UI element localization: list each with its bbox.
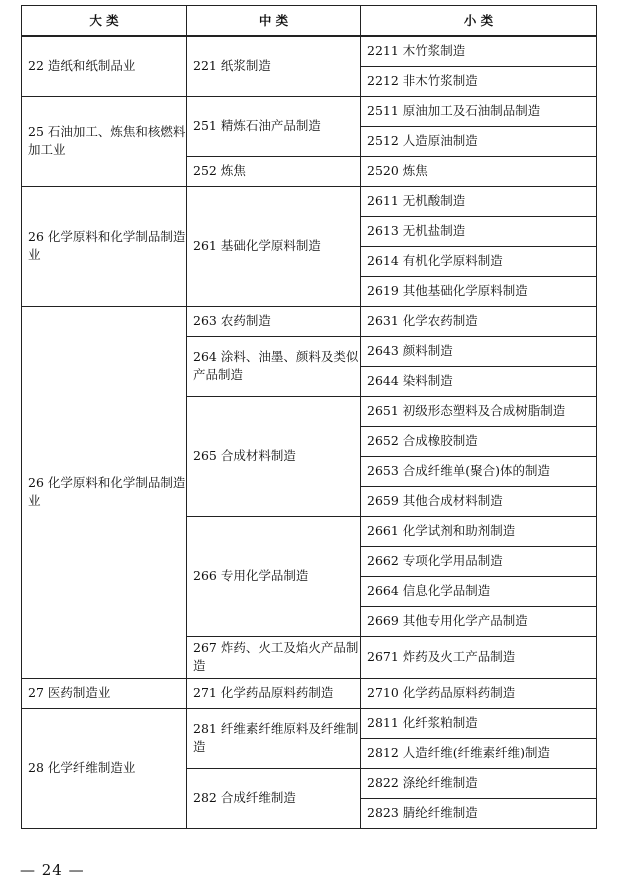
- minor-cell: 2811 化纤浆粕制造: [361, 708, 597, 738]
- minor-cell: 2661 化学试剂和助剂制造: [361, 516, 597, 546]
- minor-cell: 2613 无机盐制造: [361, 216, 597, 246]
- major-cell: 22 造纸和纸制品业: [22, 36, 187, 96]
- major-cell: 25 石油加工、炼焦和核燃料加工业: [22, 96, 187, 186]
- minor-cell: 2651 初级形态塑料及合成树脂制造: [361, 396, 597, 426]
- minor-cell: 2644 染料制造: [361, 366, 597, 396]
- major-cell: 27 医药制造业: [22, 678, 187, 708]
- minor-cell: 2664 信息化学品制造: [361, 576, 597, 606]
- minor-cell: 2512 人造原油制造: [361, 126, 597, 156]
- table-row: [22, 306, 597, 336]
- middle-cell: 267 炸药、火工及焰火产品制造: [187, 636, 361, 678]
- minor-cell: 2662 专项化学用品制造: [361, 546, 597, 576]
- minor-cell: 2671 炸药及火工产品制造: [361, 636, 597, 678]
- minor-cell: 2511 原油加工及石油制品制造: [361, 96, 597, 126]
- header-major: 大 类: [22, 6, 187, 37]
- middle-cell: 282 合成纤维制造: [187, 768, 361, 828]
- minor-cell: 2614 有机化学原料制造: [361, 246, 597, 276]
- minor-cell: 2211 木竹浆制造: [361, 36, 597, 66]
- table-header-row: [22, 6, 597, 37]
- minor-cell: 2631 化学农药制造: [361, 306, 597, 336]
- minor-cell: 2611 无机酸制造: [361, 186, 597, 216]
- minor-cell: 2653 合成纤维单(聚合)体的制造: [361, 456, 597, 486]
- table-row: [22, 96, 597, 126]
- minor-cell: 2823 腈纶纤维制造: [361, 798, 597, 828]
- minor-cell: 2659 其他合成材料制造: [361, 486, 597, 516]
- minor-cell: 2822 涤纶纤维制造: [361, 768, 597, 798]
- middle-cell: 261 基础化学原料制造: [187, 186, 361, 306]
- middle-cell: 266 专用化学品制造: [187, 516, 361, 636]
- header-middle: 中 类: [187, 6, 361, 37]
- table-row: [22, 186, 597, 216]
- middle-cell: 281 纤维素纤维原料及纤维制造: [187, 708, 361, 768]
- major-cell: 28 化学纤维制造业: [22, 708, 187, 828]
- minor-cell: 2212 非木竹浆制造: [361, 66, 597, 96]
- classification-table: [21, 5, 597, 829]
- major-cell: 26 化学原料和化学制品制造业: [22, 306, 187, 678]
- table-row: [22, 36, 597, 66]
- minor-cell: 2619 其他基础化学原料制造: [361, 276, 597, 306]
- minor-cell: 2669 其他专用化学产品制造: [361, 606, 597, 636]
- table-row: [22, 678, 597, 708]
- middle-cell: 263 农药制造: [187, 306, 361, 336]
- table-row: [22, 708, 597, 738]
- minor-cell: 2643 颜料制造: [361, 336, 597, 366]
- middle-cell: 221 纸浆制造: [187, 36, 361, 96]
- major-cell: 26 化学原料和化学制品制造业: [22, 186, 187, 306]
- middle-cell: 251 精炼石油产品制造: [187, 96, 361, 156]
- minor-cell: 2812 人造纤维(纤维素纤维)制造: [361, 738, 597, 768]
- minor-cell: 2710 化学药品原料药制造: [361, 678, 597, 708]
- middle-cell: 271 化学药品原料药制造: [187, 678, 361, 708]
- header-minor: 小 类: [361, 6, 597, 37]
- middle-cell: 265 合成材料制造: [187, 396, 361, 516]
- minor-cell: 2652 合成橡胶制造: [361, 426, 597, 456]
- middle-cell: 252 炼焦: [187, 156, 361, 186]
- minor-cell: 2520 炼焦: [361, 156, 597, 186]
- page-number: — 24 —: [20, 861, 85, 879]
- middle-cell: 264 涂料、油墨、颜料及类似产品制造: [187, 336, 361, 396]
